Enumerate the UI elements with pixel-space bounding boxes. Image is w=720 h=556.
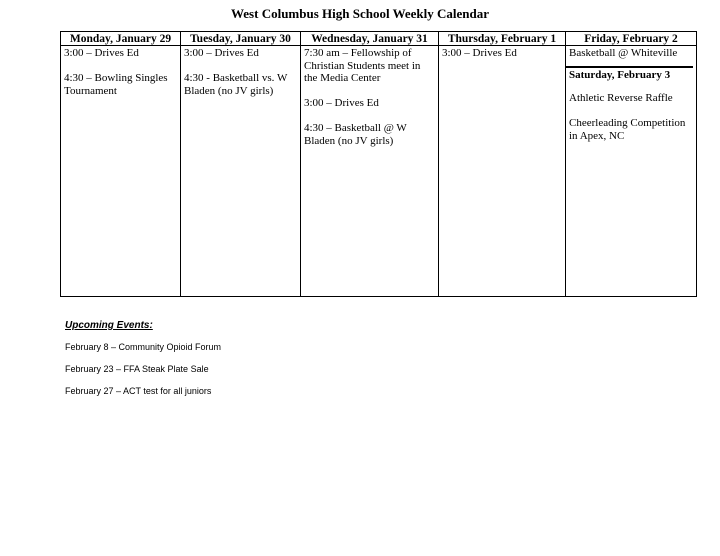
day-header-wednesday: Wednesday, January 31 xyxy=(301,32,439,46)
calendar-title: West Columbus High School Weekly Calendar xyxy=(231,6,489,21)
day-cell-tuesday xyxy=(181,46,301,297)
upcoming-events-section xyxy=(65,320,221,408)
weekly-calendar-table xyxy=(60,31,697,297)
event-item: Athletic Reverse Raffle xyxy=(569,92,673,104)
day-header-thursday: Thursday, February 1 xyxy=(439,32,566,46)
day-header-tuesday: Tuesday, January 30 xyxy=(181,32,301,46)
event-item: 3:00 – Drives Ed xyxy=(184,47,259,59)
day-cell-monday xyxy=(61,46,181,297)
calendar-body-row xyxy=(61,46,697,297)
day-header-friday: Friday, February 2 xyxy=(566,32,697,46)
upcoming-event-item: February 27 – ACT test for all juniors xyxy=(65,386,212,396)
event-item: 4:30 – Bowling Singles Tournament xyxy=(64,72,168,97)
event-item: 4:30 – Basketball @ W Bladen (no JV girls) xyxy=(304,122,407,147)
event-item: 4:30 - Basketball vs. W Bladen (no JV girls) xyxy=(184,72,288,97)
upcoming-event-item: February 8 – Community Opioid Forum xyxy=(65,342,222,352)
upcoming-events-heading: Upcoming Events: xyxy=(65,320,153,331)
day-header-monday: Monday, January 29 xyxy=(61,32,181,46)
event-item: Basketball @ Whiteville xyxy=(569,47,678,59)
event-item: 3:00 – Drives Ed xyxy=(304,97,379,109)
day-cell-wednesday xyxy=(301,46,439,297)
saturday-subheader: Saturday, February 3 xyxy=(566,66,693,82)
calendar-header-row xyxy=(61,32,697,46)
day-cell-friday xyxy=(566,46,697,297)
event-item: Cheerleading Competition in Apex, NC xyxy=(569,117,686,142)
upcoming-event-item: February 23 – FFA Steak Plate Sale xyxy=(65,364,209,374)
event-item: 3:00 – Drives Ed xyxy=(442,47,517,59)
event-item: 3:00 – Drives Ed xyxy=(64,47,139,59)
day-cell-thursday xyxy=(439,46,566,297)
event-item: 7:30 am – Fellowship of Christian Students meet in the Media Center xyxy=(304,47,421,84)
